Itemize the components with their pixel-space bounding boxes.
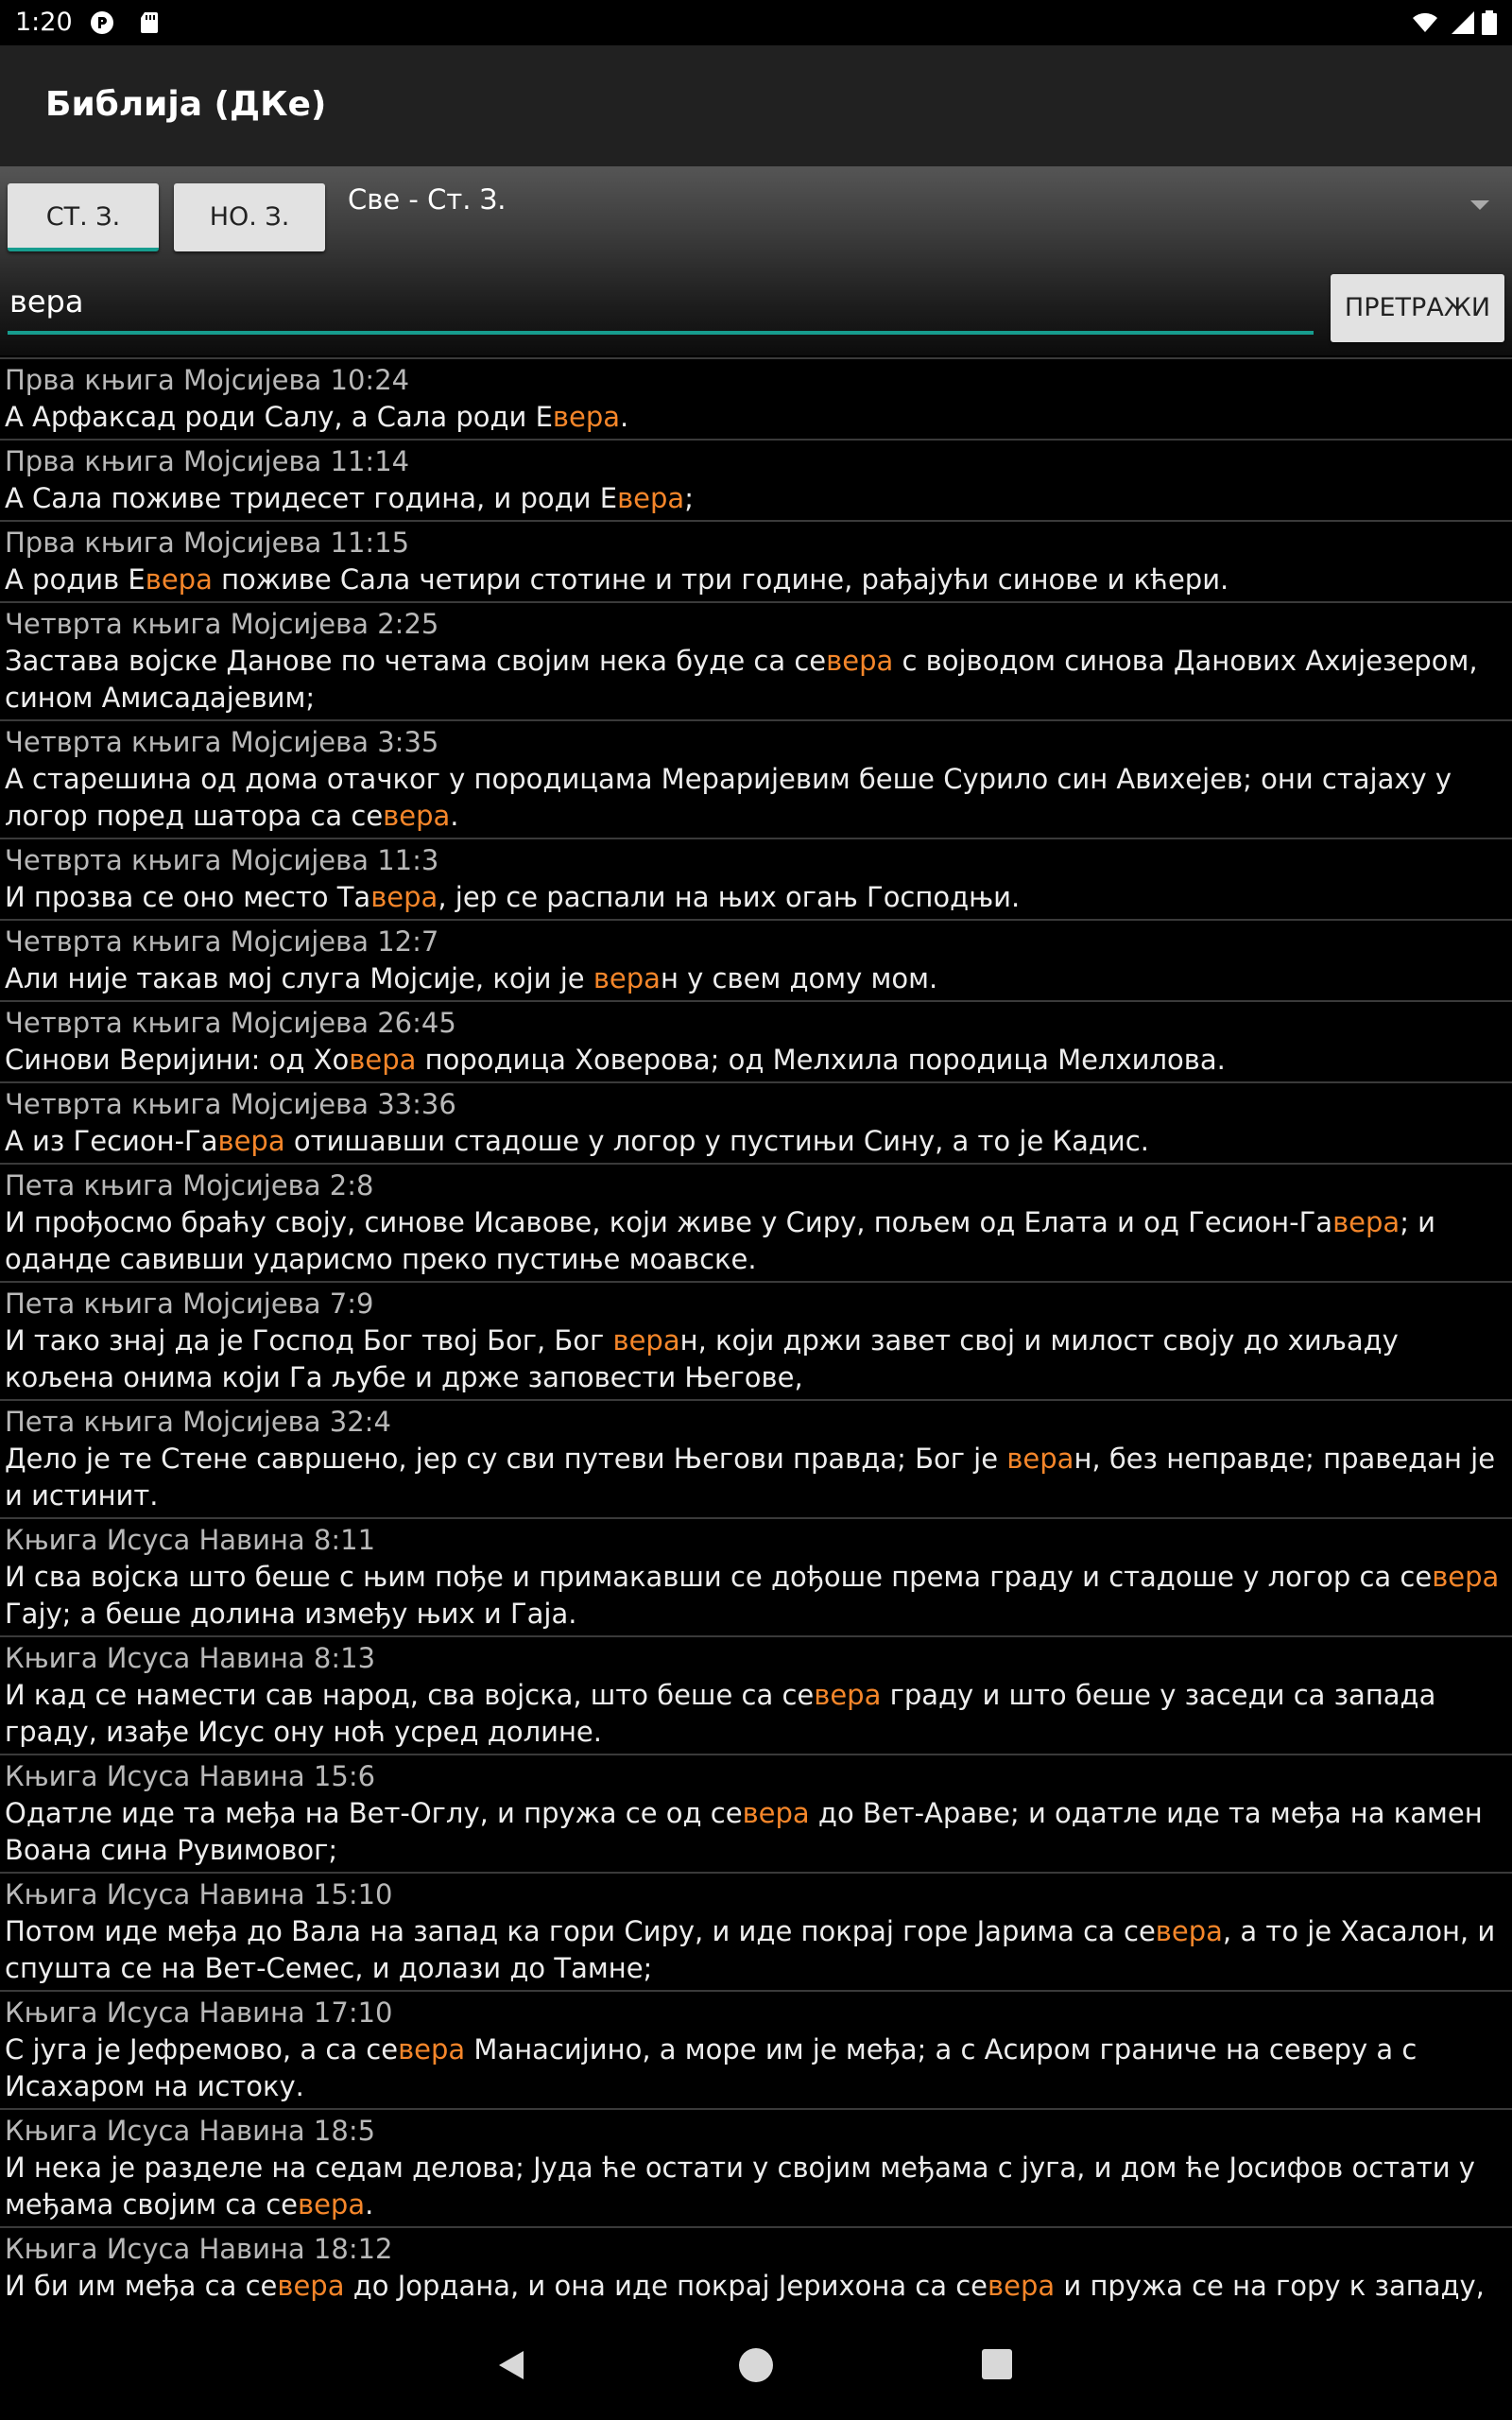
verse-reference: Књига Исуса Навина 8:11 [5, 1524, 376, 1556]
search-match-highlight: вера [1432, 1561, 1500, 1593]
search-match-highlight: вера [552, 401, 621, 433]
status-bar [0, 0, 1512, 45]
verse-text-segment: до Вет-Араве; и одатле иде та међа на камен Воана сина Рувимовог; [5, 1797, 1483, 1866]
verse-reference: Пета књига Мојсијева 32:4 [5, 1406, 391, 1438]
result-item[interactable] [0, 1399, 1512, 1517]
search-match-highlight: вера [593, 962, 661, 994]
verse-text [5, 2031, 1506, 2105]
verse-text-segment: И тако знај да је Господ Бог твој Бог, Бог [5, 1324, 613, 1357]
search-match-highlight: вера [383, 800, 451, 832]
verse-text-segment: . [450, 800, 459, 832]
search-match-highlight: вера [145, 563, 213, 596]
verse-text-segment: . [620, 401, 629, 433]
verse-reference: Књига Исуса Навина 8:13 [5, 1642, 376, 1674]
recents-icon[interactable] [982, 2349, 1012, 2379]
verse-text-segment: Дело је те Стене савршено, јер су сви путеви Његови правда; Бог је [5, 1443, 1007, 1475]
search-match-highlight: вера [814, 1679, 882, 1711]
result-item[interactable] [0, 1517, 1512, 1635]
verse-text [5, 1559, 1506, 1633]
verse-text-segment: А Сала поживе тридесет година, и роди Е [5, 482, 618, 514]
verse-reference: Књига Исуса Навина 15:10 [5, 1878, 393, 1910]
verse-text-segment: А родив Е [5, 563, 146, 596]
wifi-icon [1412, 9, 1438, 36]
verse-text-segment: и пружа се на гору к западу, [1063, 2270, 1485, 2302]
verse-text-segment: Одатле иде та међа на Вет-Оглу, и пружа се од се [5, 1797, 743, 1829]
verse-text-segment: с војводом синова Данових Ахијезером, сином Амисадајевим; [5, 645, 1478, 714]
search-match-highlight: вера [1332, 1206, 1400, 1238]
result-item[interactable] [0, 1000, 1512, 1081]
home-icon[interactable] [739, 2348, 773, 2382]
search-controls [0, 166, 1512, 355]
result-item[interactable] [0, 357, 1512, 439]
verse-text-segment: И прођосмо браћу своју, синове Исавове, који живе у Сиру, пољем од Елата и од Гесион-Га [5, 1206, 1333, 1238]
verse-text-segment: И кад се намести сав народ, сва војска, што беше са се [5, 1679, 815, 1711]
verse-text-segment: А из Гесион-Га [5, 1125, 218, 1157]
verse-text-segment: н у свем дому мом. [660, 962, 938, 994]
battery-icon [1480, 9, 1499, 36]
verse-text [5, 1042, 1506, 1079]
result-item[interactable] [0, 838, 1512, 919]
search-match-highlight: вера [217, 1125, 285, 1157]
verse-text [5, 960, 1506, 997]
search-match-highlight: вера [617, 482, 685, 514]
verse-text [5, 1322, 1506, 1396]
result-item[interactable] [0, 520, 1512, 601]
result-item[interactable] [0, 919, 1512, 1000]
verse-text-segment: И би им међа са се [5, 2270, 278, 2302]
verse-reference: Књига Исуса Навина 18:5 [5, 2115, 376, 2147]
app-title: Библија (ДКе) [45, 85, 327, 124]
verse-text [5, 761, 1506, 835]
verse-text-segment: ; и оданде савивши ударисмо преко пустиње моавске. [5, 1206, 1436, 1275]
verse-reference: Прва књига Мојсијева 10:24 [5, 364, 410, 396]
verse-text-segment: И сва војска што беше с њим пође и примакавши се дођоше према граду и стадоше у логор са се [5, 1561, 1433, 1593]
verse-text-segment: н, без неправде; праведан је и истинит. [5, 1443, 1496, 1512]
scope-dropdown[interactable] [340, 178, 1504, 234]
verse-reference: Књига Исуса Навина 15:6 [5, 1760, 376, 1792]
verse-text-segment: отишавши стадоше у логор у пустињи Сину, а то је Кадис. [284, 1125, 1149, 1157]
verse-text-segment: Гају; а беше долина између њих и Гаја. [5, 1598, 577, 1630]
search-match-highlight: вера [1006, 1443, 1074, 1475]
signal-icon [1450, 9, 1476, 36]
verse-text [5, 399, 1506, 436]
result-item[interactable] [0, 1163, 1512, 1281]
verse-reference: Четврта књига Мојсијева 33:36 [5, 1088, 456, 1120]
verse-reference: Четврта књига Мојсијева 11:3 [5, 844, 439, 876]
verse-text-segment: граду и што беше у заседи са запада граду, изађе Исус ону ноћ усред долине. [5, 1679, 1436, 1748]
verse-text-segment: И прозва се оно место Та [5, 881, 371, 913]
verse-reference: Четврта књига Мојсијева 12:7 [5, 925, 439, 958]
verse-reference: Књига Исуса Навина 18:12 [5, 2233, 393, 2265]
result-item[interactable] [0, 1990, 1512, 2108]
search-match-highlight: вера [349, 1044, 417, 1076]
search-input[interactable] [8, 272, 1314, 335]
verse-text-segment: н, који држи завет свој и милост своју до хиљаду кољена онима који Га љубе и држе заповести Његове, [5, 1324, 1399, 1393]
app-bar [0, 45, 1512, 166]
verse-text-segment: Али није такав мој слуга Мојсије, који је [5, 962, 593, 994]
verse-reference: Прва књига Мојсијева 11:15 [5, 527, 410, 559]
navigation-bar [0, 2314, 1512, 2420]
search-match-highlight: вера [826, 645, 894, 677]
verse-text [5, 1677, 1506, 1751]
verse-text [5, 1204, 1506, 1278]
verse-reference: Прва књига Мојсијева 11:14 [5, 445, 410, 477]
result-item[interactable] [0, 1281, 1512, 1399]
search-match-highlight: вера [988, 2270, 1056, 2302]
search-match-highlight: вера [370, 881, 438, 913]
verse-text-segment: И нека је разделе на седам делова; Јуда ће остати у својим међама с југа, и дом ће Јосифов остати у међама својим са се [5, 2152, 1475, 2221]
verse-reference: Четврта књига Мојсијева 3:35 [5, 726, 439, 758]
verse-text-segment: Манасијино, а море им је међа; а с Асиром граниче на северу а с Исахаром на истоку. [5, 2033, 1418, 2102]
result-item[interactable] [0, 601, 1512, 719]
result-item[interactable] [0, 2108, 1512, 2226]
verse-text [5, 562, 1506, 598]
search-match-highlight: вера [1155, 1915, 1223, 1947]
search-match-highlight: вера [742, 1797, 810, 1829]
sync-icon [89, 9, 115, 36]
result-item[interactable] [0, 1754, 1512, 1872]
verse-text [5, 1913, 1506, 1987]
verse-reference: Четврта књига Мојсијева 2:25 [5, 608, 439, 640]
result-item[interactable] [0, 1081, 1512, 1163]
verse-text-segment: А Арфаксад роди Салу, а Сала роди Е [5, 401, 553, 433]
scope-selected-value: Све - Ст. З. [348, 183, 507, 216]
back-icon[interactable] [495, 2348, 529, 2382]
verse-reference: Пета књига Мојсијева 7:9 [5, 1288, 374, 1320]
verse-text-segment: Потом иде међа до Вала на запад ка гори Сиру, и иде покрај горе Јарима са се [5, 1915, 1156, 1947]
verse-text [5, 2150, 1506, 2223]
result-item[interactable] [0, 439, 1512, 520]
verse-text-segment: . [365, 2188, 374, 2221]
verse-reference: Четврта књига Мојсијева 26:45 [5, 1007, 456, 1039]
verse-text-segment: А старешина од дома отачког у породицама Мераријевим беше Сурило син Авихејев; они стајаху у логор поред шатора са се [5, 763, 1452, 832]
search-match-highlight: вера [612, 1324, 680, 1357]
verse-text [5, 480, 1506, 517]
verse-text [5, 879, 1506, 916]
verse-text-segment: С југа је Јефремово, а са се [5, 2033, 399, 2066]
verse-text-segment: ; [684, 482, 694, 514]
verse-text-segment: до Јордана, и она иде покрај Јерихона са се [344, 2270, 988, 2302]
verse-reference: Пета књига Мојсијева 2:8 [5, 1169, 374, 1201]
verse-text-segment: , јер се распали на њих огањ Господњи. [438, 881, 1021, 913]
verse-reference: Књига Исуса Навина 17:10 [5, 1996, 393, 2029]
verse-text [5, 1441, 1506, 1514]
search-button[interactable]: ПРЕТРАЖИ [1331, 274, 1504, 342]
verse-text-segment: поживе Сала четири стотине и три године, рађајући синове и кћери. [212, 563, 1229, 596]
sd-card-icon [136, 9, 163, 36]
verse-text-segment: породица Ховерова; од Мелхила породица Мелхилова. [416, 1044, 1226, 1076]
verse-text-segment: , а то је Хасалон, и спушта се на Вет-Семес, и долази до Тамне; [5, 1915, 1496, 1984]
dropdown-arrow-icon [1470, 200, 1489, 210]
result-item[interactable] [0, 1635, 1512, 1754]
results-list[interactable] [0, 357, 1512, 2314]
verse-text [5, 1795, 1506, 1869]
search-match-highlight: вера [297, 2188, 366, 2221]
search-match-highlight: вера [277, 2270, 345, 2302]
verse-text [5, 1123, 1506, 1160]
tab-new-testament[interactable]: НО. З. [174, 183, 325, 251]
status-time: 1:20 [15, 8, 73, 37]
verse-text-segment: Застава војске Данове по четама својим нека буде са се [5, 645, 827, 677]
verse-text-segment: Синови Веријини: од Хо [5, 1044, 350, 1076]
result-item[interactable] [0, 719, 1512, 838]
search-match-highlight: вера [398, 2033, 466, 2066]
result-item[interactable] [0, 1872, 1512, 1990]
verse-text [5, 643, 1506, 717]
tab-old-testament[interactable]: СТ. З. [8, 183, 159, 251]
